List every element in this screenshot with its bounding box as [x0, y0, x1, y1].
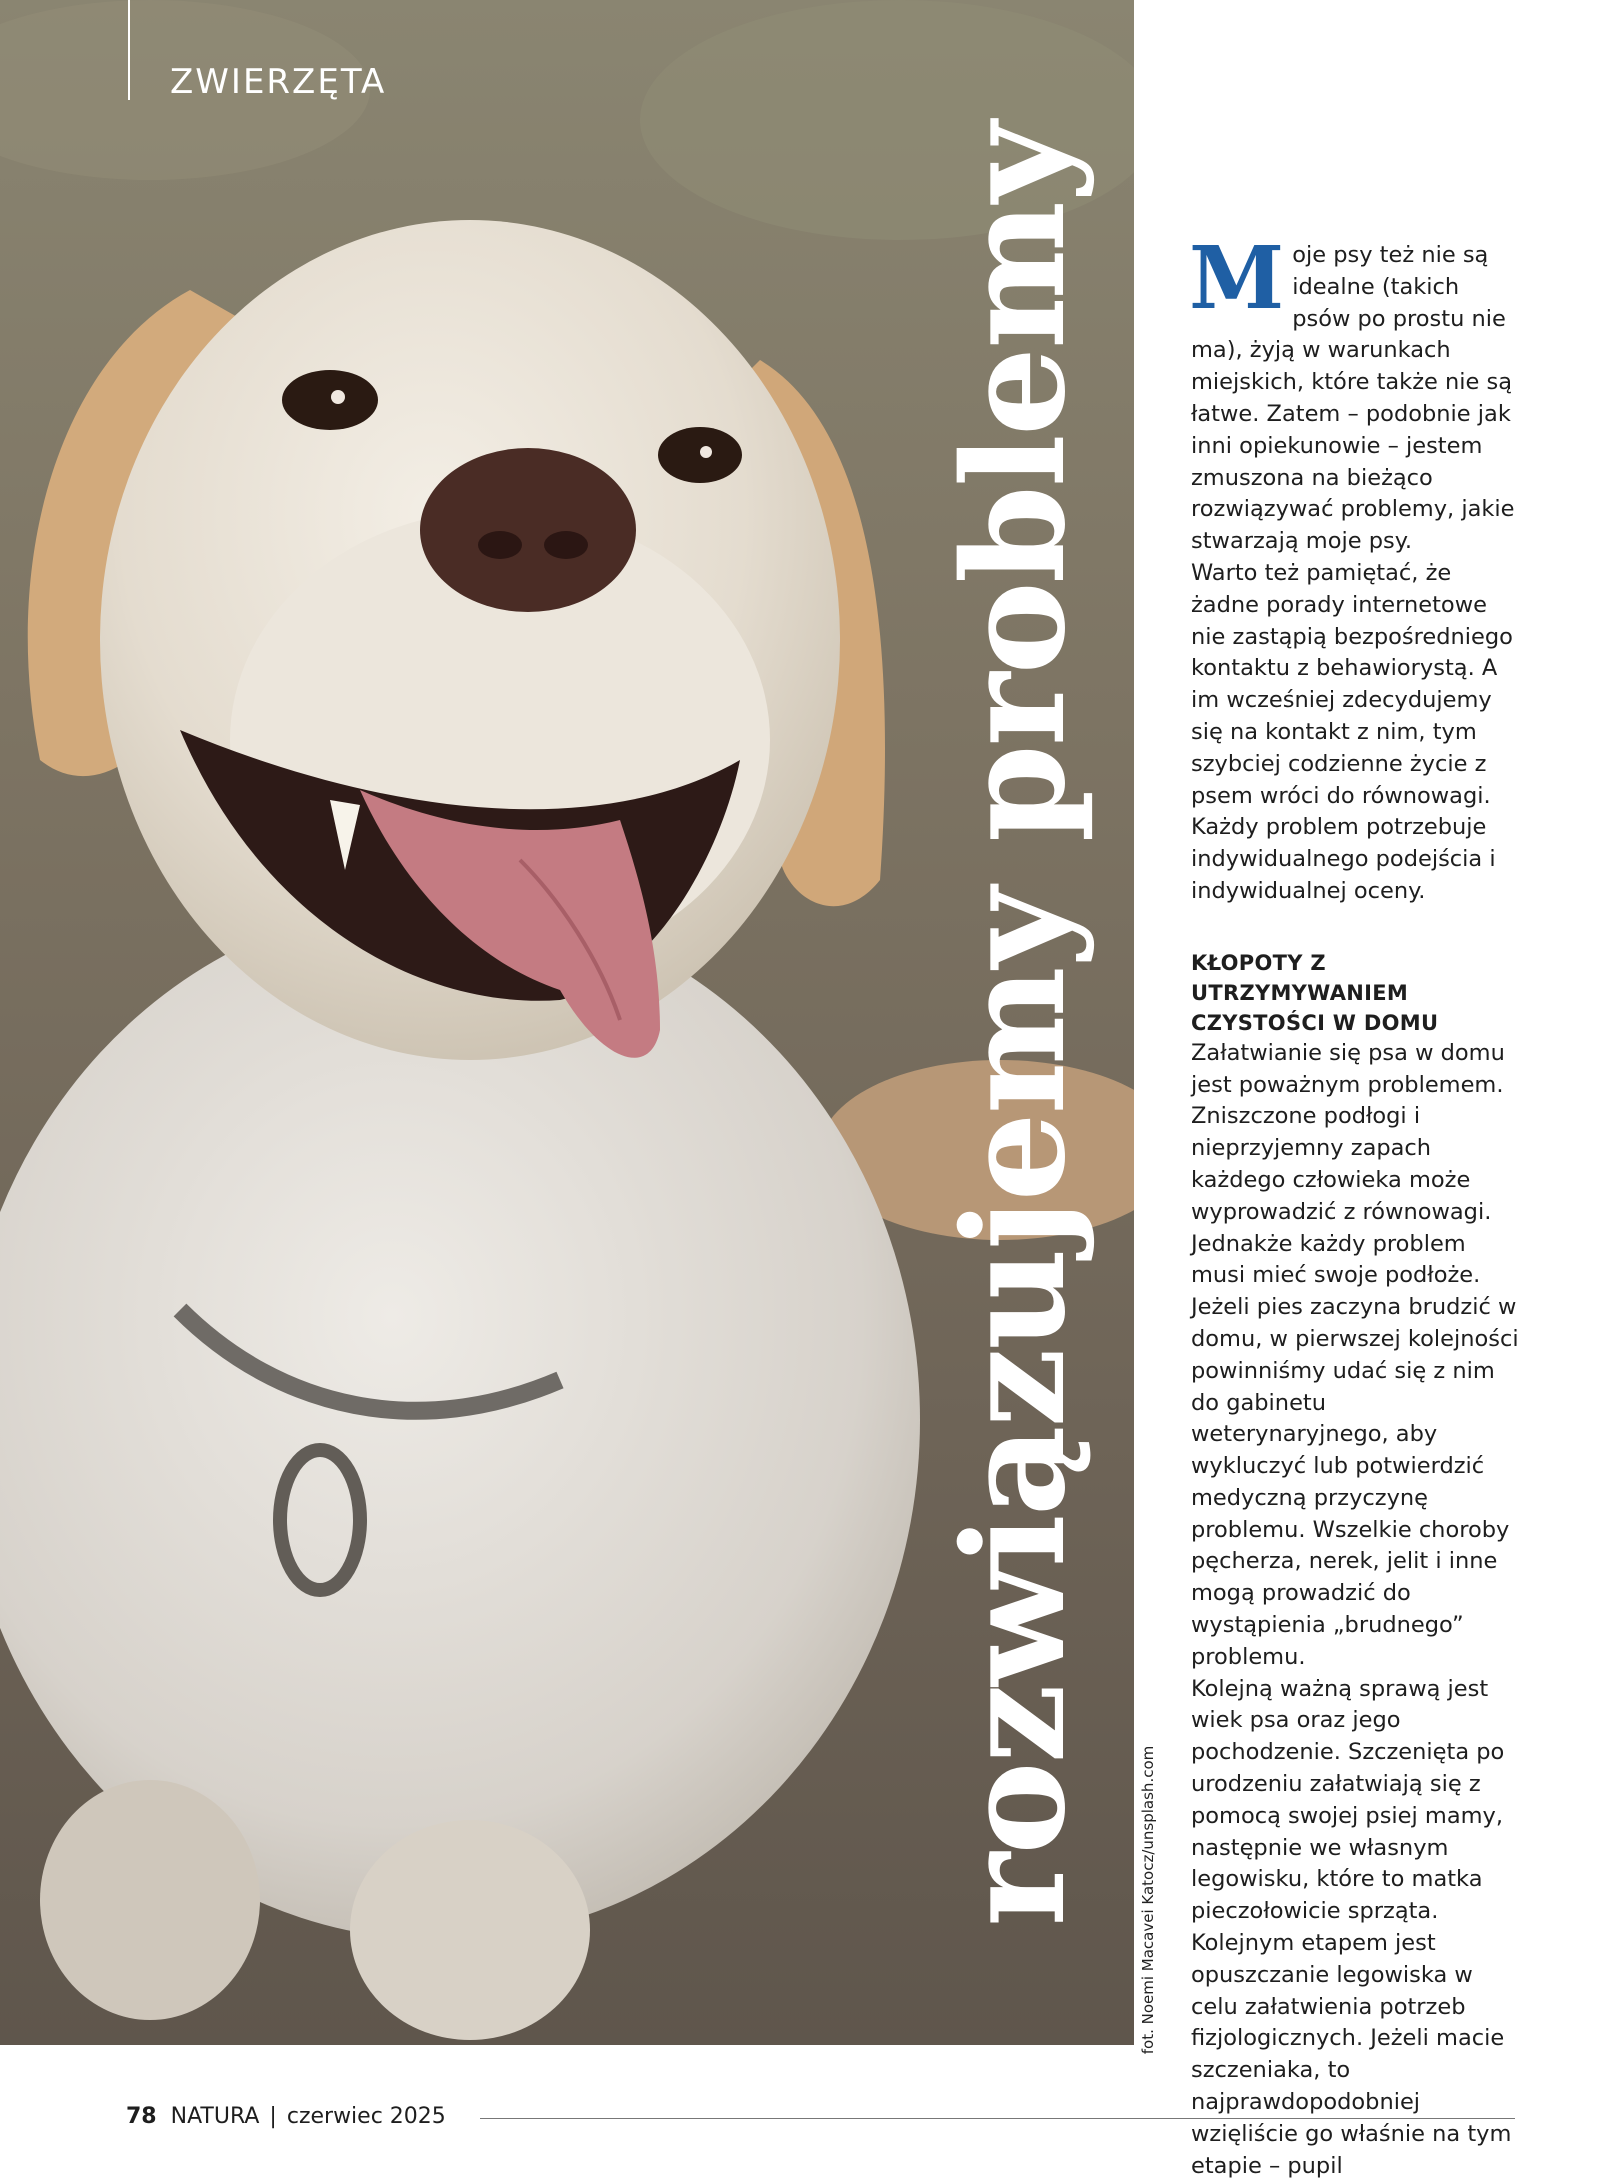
paragraph-2: Warto też pamiętać, że żadne porady internetowe nie zastąpią bezpośredniego kontaktu z behawiorystą. A im wcześniej zdecydujemy się na kontakt z nim, tym szybciej codzienne życie z psem wróci do równowagi. Każdy problem potrzebuje indywidualnego podejścia i indywidualnej oceny. [1191, 559, 1513, 904]
subheading: KŁOPOTY Z UTRZYMYWANIEM CZYSTOŚCI W DOMU [1191, 950, 1439, 1035]
intro-text: oje psy też nie są idealne (takich psów po prostu nie ma), żyją w warunkach miejskich, które także nie są łatwe. Zatem – podobnie jak inni opiekunowie – jestem zmuszona na bieżąco rozwiązywać problemy, jakie stwarzają moje psy. [1191, 242, 1515, 555]
drop-cap: M [1189, 228, 1285, 329]
article-body [1189, 228, 1521, 2182]
footer-separator: | [269, 2104, 277, 2129]
headline: rozwiązujemy problemy [933, 123, 1097, 1927]
section-label: ZWIERZĘTA [170, 62, 387, 102]
paragraph-4: Kolejną ważną sprawą jest wiek psa oraz jego pochodzenie. Szczenięta po urodzeniu załatwiają się z pomocą swojej psiej mamy, następnie we własnym legowisku, które to matka pieczołowicie sprząta. Kolejnym etapem jest opuszczanie legowiska w celu załatwienia potrzeb fizjologicznych. Jeżeli macie szczeniaka, to najprawdopodobniej wzięliście go właśnie na tym etapie – pupil [1191, 1675, 1512, 2179]
footer-rule [480, 2118, 1515, 2119]
page-footer [126, 2104, 446, 2129]
intro-paragraph [1189, 228, 1521, 558]
issue-date: czerwiec 2025 [286, 2104, 446, 2129]
paragraph-3: Załatwianie się psa w domu jest poważnym problemem. Zniszczone podłogi i nieprzyjemny zapach każdego człowieka może wyprowadzić z równowagi. Jednakże każdy problem musi mieć swoje podłoże. Jeżeli pies zaczyna brudzić w domu, w pierwszej kolejności powinniśmy udać się z nim do gabinetu weterynaryjnego, aby wykluczyć lub potwierdzić medyczną przyczynę problemu. Wszelkie choroby pęcherza, nerek, jelit i inne mogą prowadzić do wystąpienia „brudnego” problemu. [1191, 1039, 1519, 1670]
magazine-name: NATURA [170, 2104, 260, 2129]
page-number: 78 [126, 2104, 157, 2129]
photo-credit: fot. Noemi Macavei Katocz/unsplash.com [1139, 1745, 1157, 2055]
section-rule [128, 0, 130, 100]
